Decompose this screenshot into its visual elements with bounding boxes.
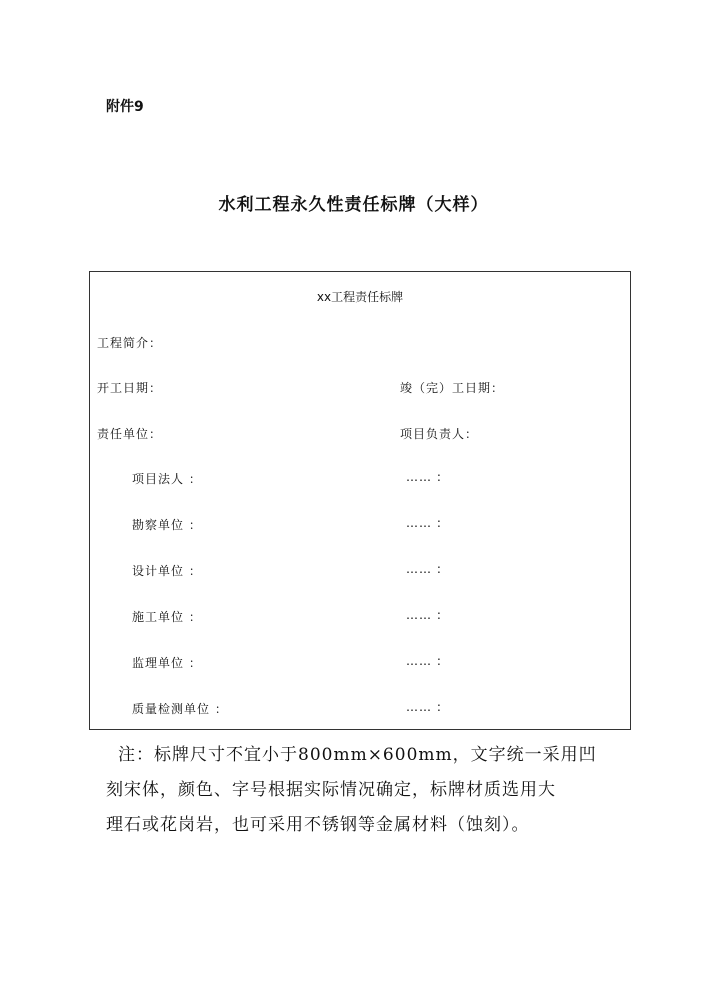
note-line: 刻宋体，颜色、字号根据实际情况确定，标牌材质选用大 xyxy=(106,780,556,800)
unit-label: 设计单位 ： xyxy=(132,564,202,578)
unit-label: 施工单位 ： xyxy=(132,610,202,624)
unit-value: …… : xyxy=(406,654,442,668)
project-leader-label: 项目负责人： xyxy=(400,427,479,441)
unit-label: 勘察单位 ： xyxy=(132,518,202,532)
attachment-label: 附件9 xyxy=(106,99,144,115)
unit-value: …… : xyxy=(406,516,442,530)
unit-value: …… : xyxy=(406,470,442,484)
sign-header: xx工程责任标牌 xyxy=(316,290,404,304)
unit-label: 质量检测单位 ： xyxy=(132,702,228,716)
responsibility-sign xyxy=(89,271,631,730)
unit-value: …… : xyxy=(406,700,442,714)
end-date-label: 竣（完）工日期： xyxy=(400,381,505,395)
responsible-unit-label: 责任单位： xyxy=(97,427,163,441)
unit-label: 项目法人 ： xyxy=(132,472,202,486)
note-paragraph xyxy=(106,738,606,843)
unit-value: …… : xyxy=(406,608,442,622)
project-intro-label: 工程简介： xyxy=(97,336,163,350)
unit-label: 监理单位 ： xyxy=(132,656,202,670)
note-line: 理石或花岗岩，也可采用不锈钢等金属材料（蚀刻）。 xyxy=(106,815,530,835)
note-line: 注：标牌尺寸不宜小于800mm×600mm，文字统一采用凹 xyxy=(118,745,597,765)
page-title: 水利工程永久性责任标牌（大样） xyxy=(218,195,489,215)
unit-value: …… : xyxy=(406,562,442,576)
start-date-label: 开工日期： xyxy=(97,381,163,395)
